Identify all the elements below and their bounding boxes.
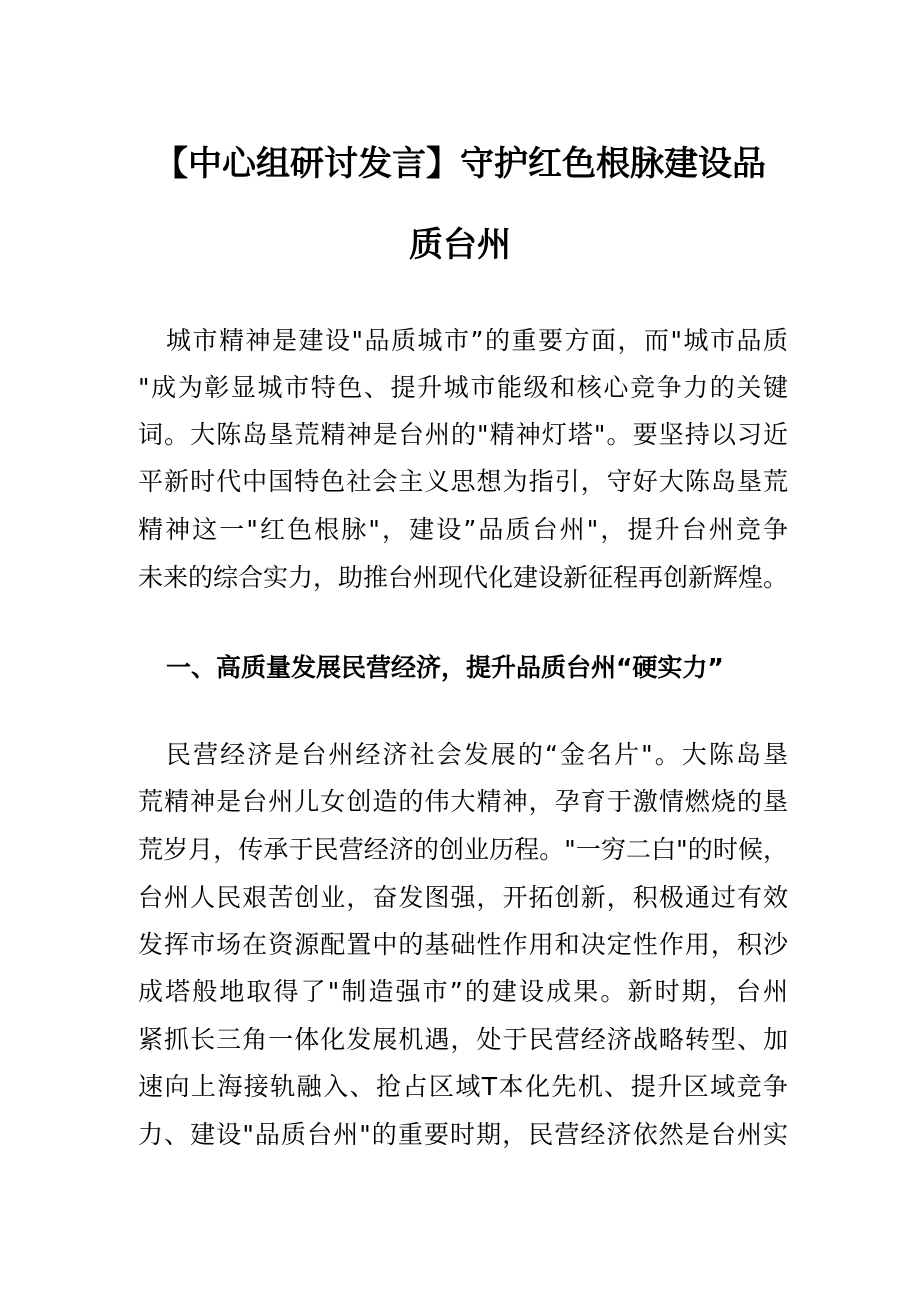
paragraph-2-line: 成塔般地取得了"制造强市”的建设成果。新时期，台州 [138, 977, 788, 1006]
paragraph-2-line: 荒精神是台州儿女创造的伟大精神，孕育于激情燃烧的垦 [138, 787, 788, 816]
paragraph-1-line: 词。大陈岛垦荒精神是台州的"精神灯塔"。要坚持以习近 [138, 420, 788, 449]
paragraph-2-line: 力、建设"品质台州"的重要时期，民营经济依然是台州实 [138, 1120, 788, 1149]
paragraph-2-line: 民营经济是台州经济社会发展的“金名片"。大陈岛垦 [166, 740, 788, 769]
document-title-line-2: 质台州 [409, 225, 511, 265]
paragraph-2-line: 荒岁月，传承于民营经济的创业历程。"一穷二白"的时候， [138, 835, 788, 864]
paragraph-2-line: 紧抓长三角一体化发展机遇，处于民营经济战略转型、加 [138, 1025, 788, 1054]
paragraph-2-line: 台州人民艰苦创业，奋发图强，开拓创新，积极通过有效 [138, 883, 788, 912]
paragraph-1-line: 未来的综合实力，助推台州现代化建设新征程再创新辉煌。 [138, 563, 788, 592]
section-heading-1: 一、高质量发展民营经济，提升品质台州“硬实力” [166, 653, 724, 682]
paragraph-1-line: 精神这一"红色根脉"，建设”品质台州"，提升台州竞争 [138, 515, 788, 544]
paragraph-1-line: 城市精神是建设"品质城市”的重要方面，而"城市品质 [166, 326, 788, 355]
document-title-line-1: 【中心组研讨发言】守护红色根脉建设品 [154, 144, 766, 184]
paragraph-2-line: 发挥市场在资源配置中的基础性作用和决定性作用，积沙 [138, 930, 788, 959]
paragraph-2-line: 速向上海接轨融入、抢占区域T本化先机、提升区域竞争 [138, 1072, 788, 1101]
paragraph-1-line: "成为彰显城市特色、提升城市能级和核心竞争力的关键 [138, 373, 788, 402]
paragraph-1-line: 平新时代中国特色社会主义思想为指引，守好大陈岛垦荒 [138, 467, 788, 496]
